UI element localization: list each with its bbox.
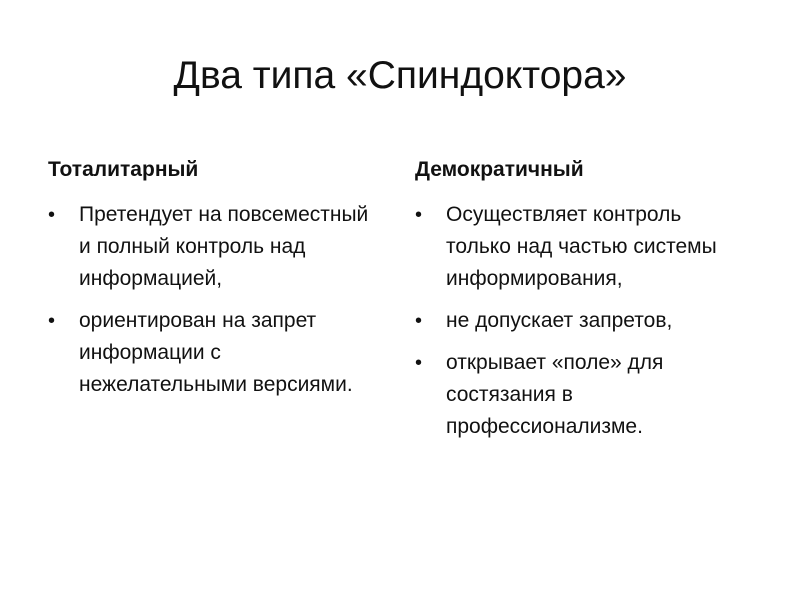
column-democratic [415, 155, 745, 453]
bullet-item: • ориентирован на запрет информации с нежелательными версиями. [48, 305, 378, 401]
bullet-item: • Осуществляет контроль только над частью системы информирования, [415, 199, 745, 295]
column-heading: Тоталитарный [48, 158, 199, 181]
bullet-list [415, 199, 745, 443]
bullet-list [48, 199, 378, 401]
bullet-item: • не допускает запретов, [415, 305, 745, 337]
column-heading: Демократичный [415, 158, 584, 181]
bullet-item: • открывает «поле» для состязания в профессионализме. [415, 347, 745, 443]
column-totalitarian [48, 155, 378, 411]
slide-title: Два типа «Спиндоктора» [173, 54, 627, 97]
bullet-item: • Претендует на повсеместный и полный контроль над информацией, [48, 199, 378, 295]
